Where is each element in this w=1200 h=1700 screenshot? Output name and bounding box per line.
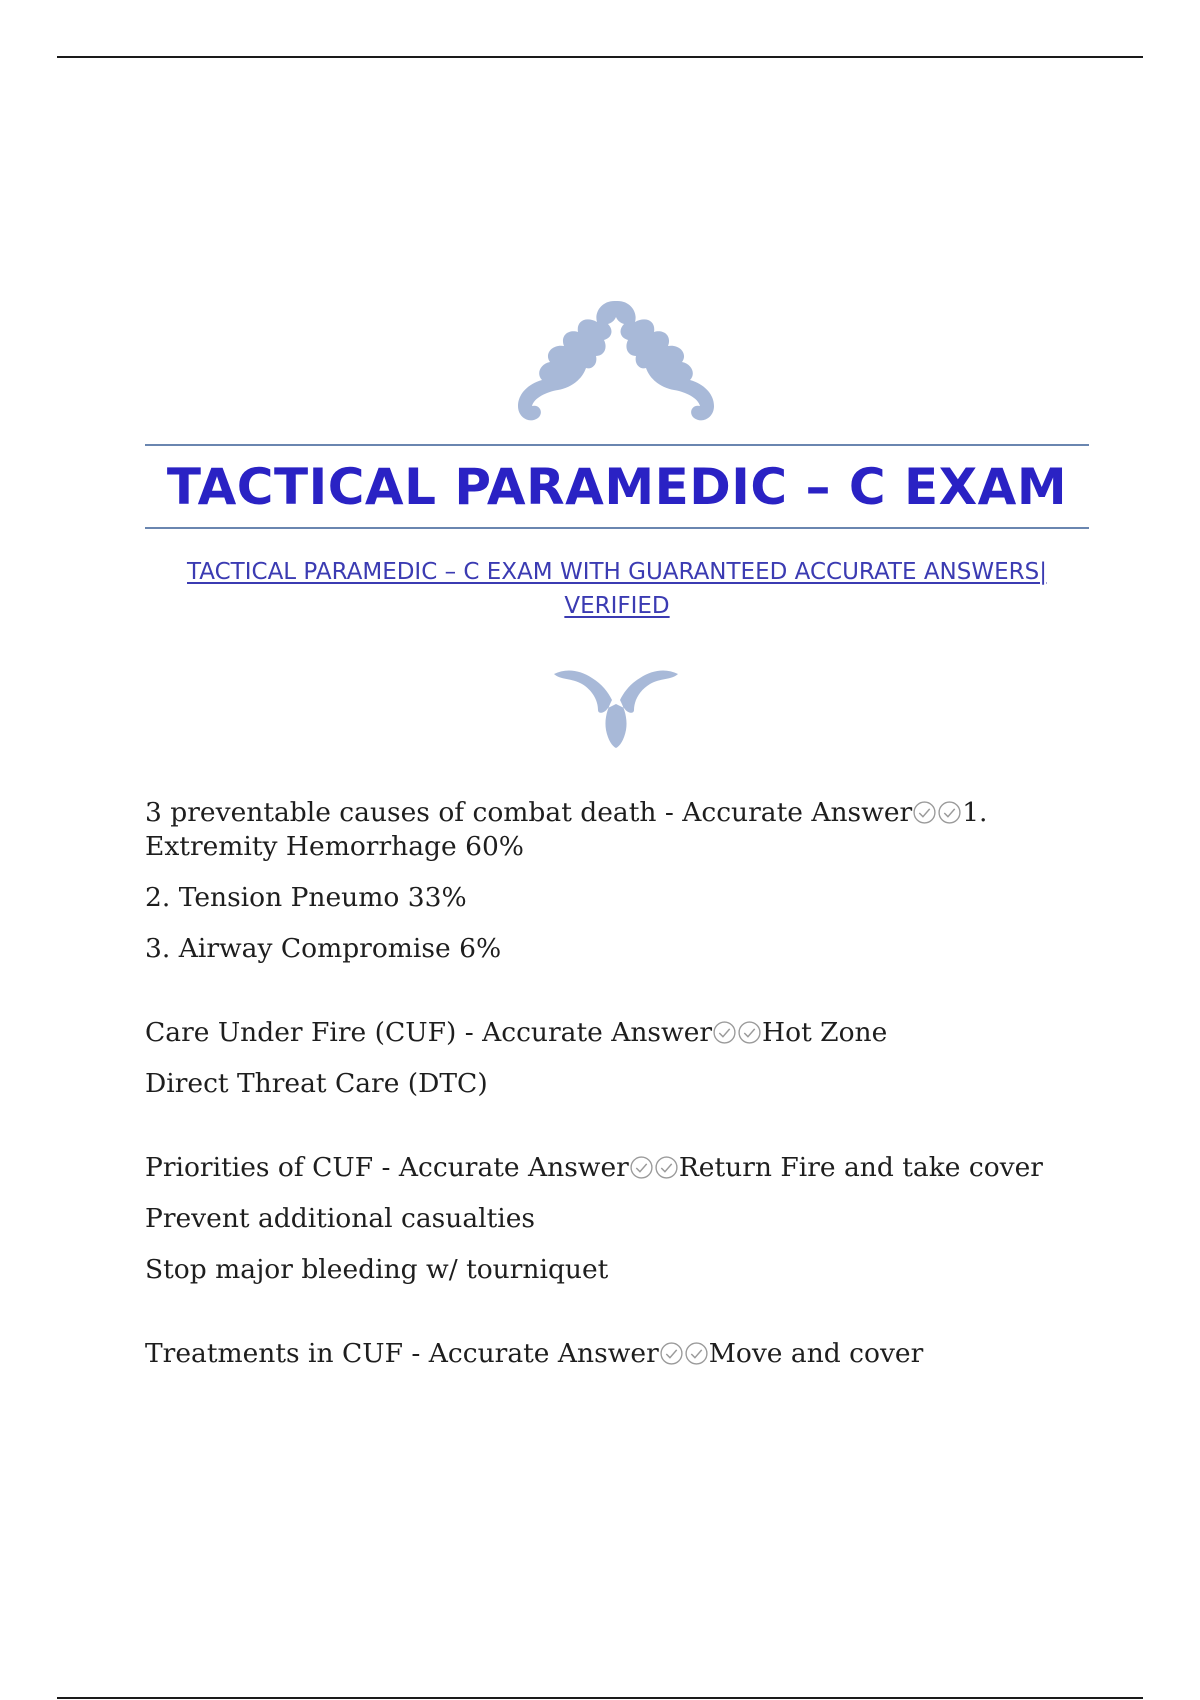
- title-bottom-rule: [145, 527, 1089, 529]
- page-top-rule: [57, 56, 1143, 58]
- answer-text: Return Fire and take cover: [678, 1152, 1043, 1183]
- page-bottom-rule: [57, 1697, 1143, 1699]
- answer-line: 2. Tension Pneumo 33%: [145, 882, 467, 913]
- check-icon: [629, 1155, 654, 1180]
- page-title: TACTICAL PARAMEDIC – C EXAM: [166, 458, 1068, 516]
- answer-text: Move and cover: [708, 1338, 924, 1369]
- qa-question-line: [145, 1151, 1045, 1185]
- question-text: Care Under Fire (CUF) - Accurate Answer: [145, 1017, 713, 1048]
- check-icon: [737, 1020, 762, 1045]
- qa-question-line: [145, 1337, 1045, 1371]
- qa-entry: [145, 796, 1045, 966]
- qa-question-line: [145, 796, 1045, 864]
- answer-line: 3. Airway Compromise 6%: [145, 933, 502, 964]
- qa-entry: [145, 1016, 1045, 1101]
- answer-text: 1. Extremity Hemorrhage 60%: [145, 797, 988, 862]
- fleur-ornament-icon: [552, 664, 680, 750]
- check-icon: [659, 1341, 684, 1366]
- check-icon: [684, 1341, 709, 1366]
- floral-ornament-icon: [498, 296, 734, 426]
- answer-line: Stop major bleeding w/ tourniquet: [145, 1254, 609, 1285]
- question-text: 3 preventable causes of combat death - Accurate Answer: [145, 797, 913, 828]
- qa-content: [145, 796, 1045, 1421]
- qa-entry: [145, 1151, 1045, 1287]
- qa-question-line: [145, 1016, 1045, 1050]
- check-icon: [912, 800, 937, 825]
- check-icon: [712, 1020, 737, 1045]
- subtitle-link[interactable]: TACTICAL PARAMEDIC – C EXAM WITH GUARANTEED ACCURATE ANSWERS| VERIFIED: [187, 559, 1047, 619]
- answer-line: Direct Threat Care (DTC): [145, 1068, 488, 1099]
- title-top-rule: [145, 444, 1089, 446]
- check-icon: [654, 1155, 679, 1180]
- answer-text: Hot Zone: [762, 1017, 888, 1048]
- check-icon: [937, 800, 962, 825]
- question-text: Priorities of CUF - Accurate Answer: [145, 1152, 629, 1183]
- question-text: Treatments in CUF - Accurate Answer: [145, 1338, 659, 1369]
- answer-line: Prevent additional casualties: [145, 1203, 536, 1234]
- qa-entry: [145, 1337, 1045, 1371]
